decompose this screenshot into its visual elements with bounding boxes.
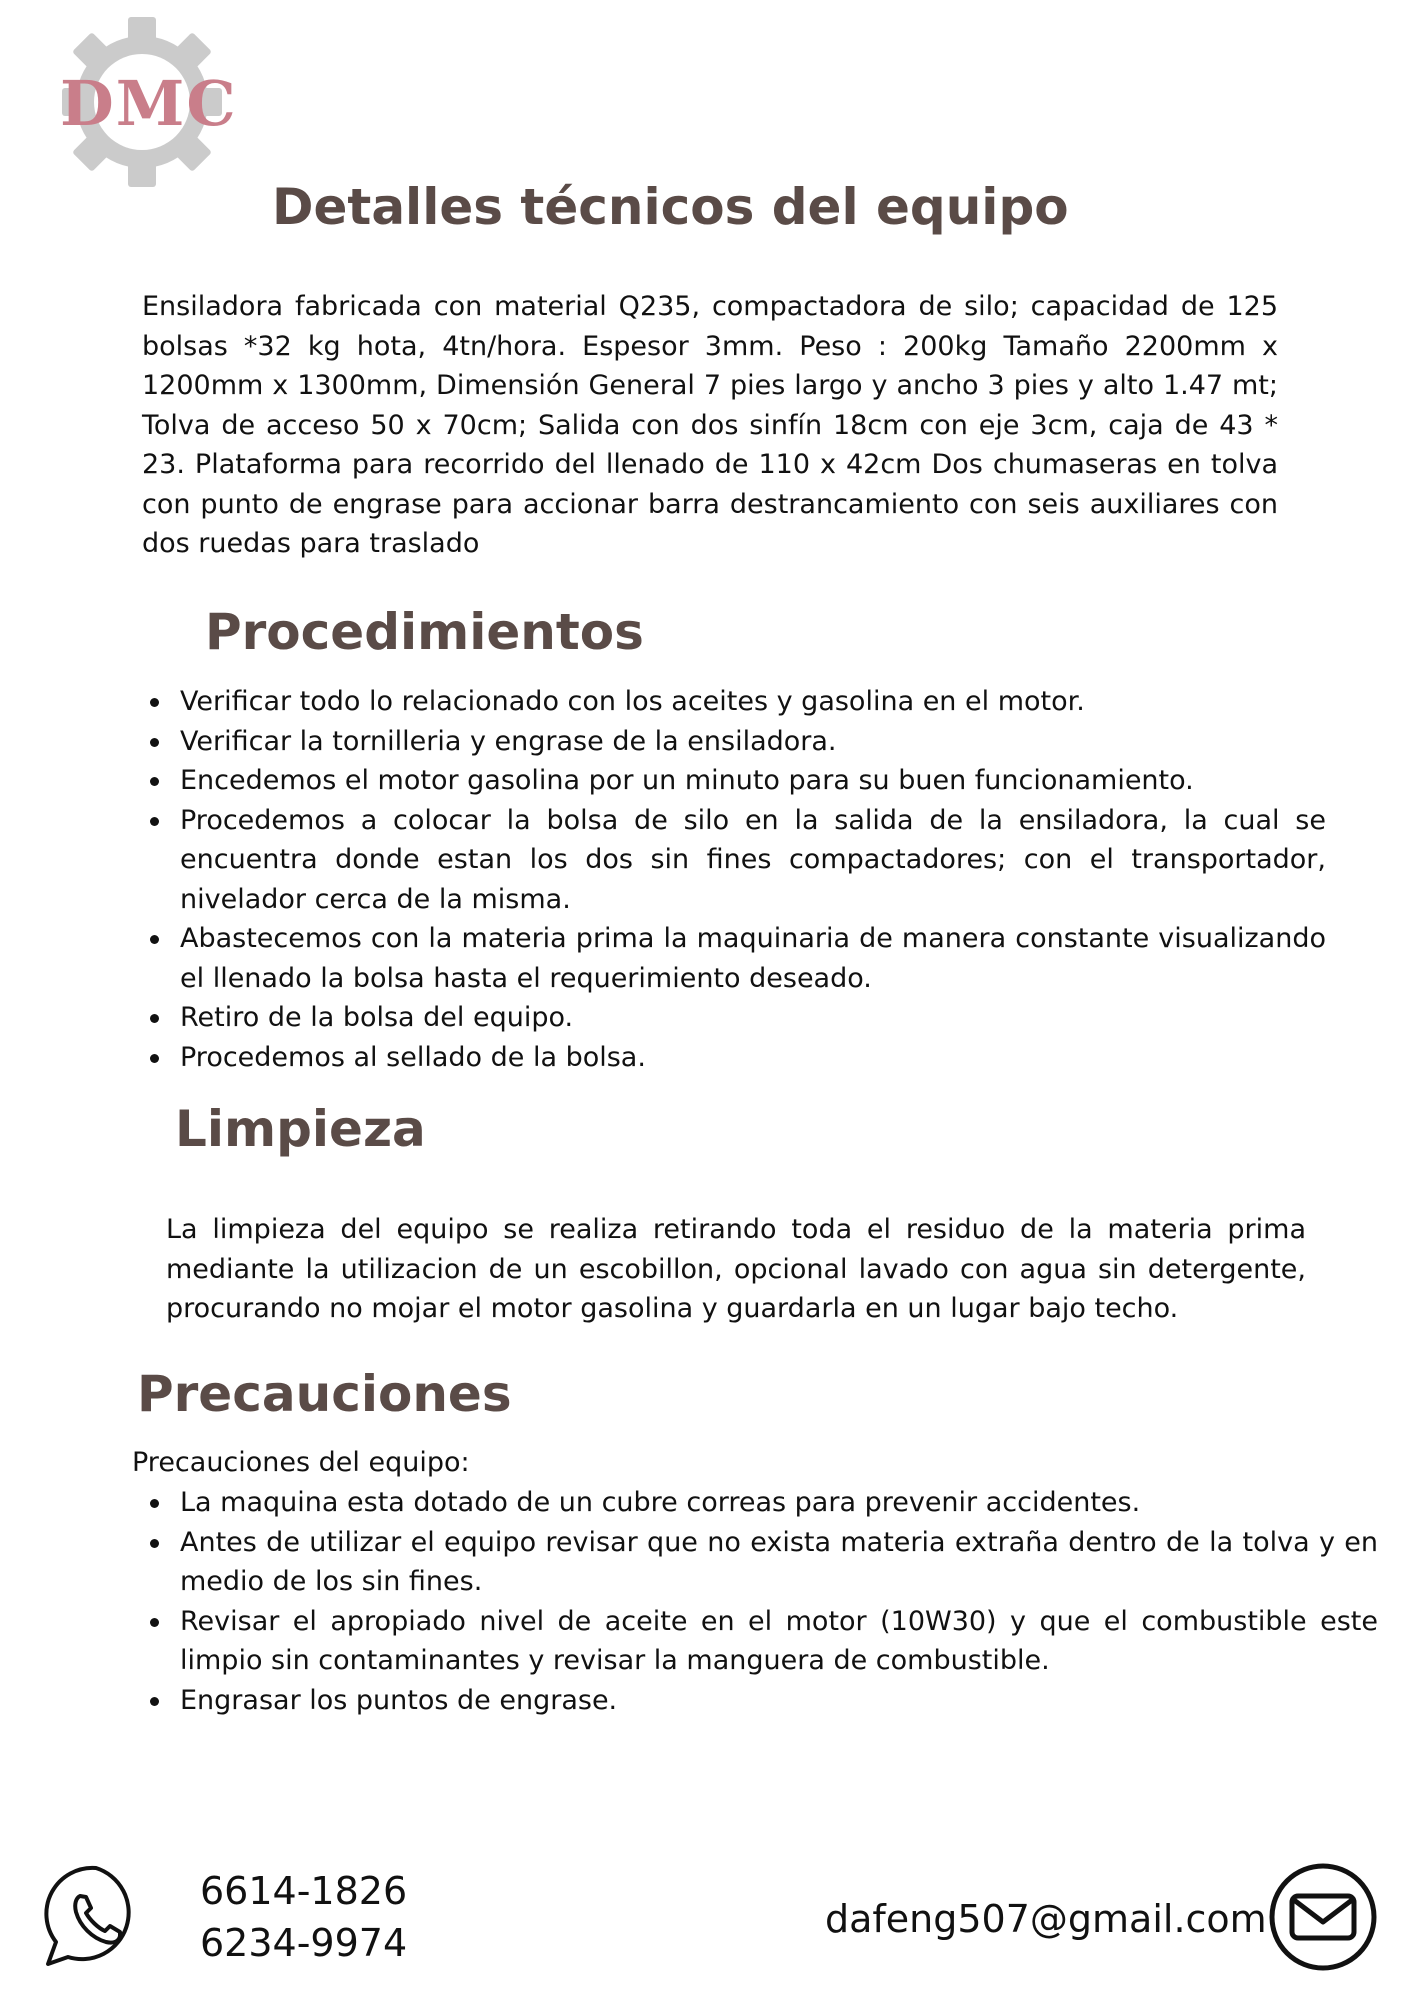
precauciones-list [142,1483,1378,1720]
phone-number[interactable]: 6614-1826 [200,1869,408,1913]
mail-icon [1268,1862,1378,1972]
equipment-description: Ensiladora fabricada con material Q235, compactadora de silo; capacidad de 125 bolsas *32 kg hota, 4tn/hora. Espesor 3mm. Peso : 200kg Tamaño 2200mm x 1200mm x 1300mm, Dimensión General 7 pies largo y ancho 3 pies y alto 1.47 mt; Tolva de acceso 50 x 70cm; Salida con dos sinfín 18cm con eje 3cm, caja de 43 * 23. Plataforma para recorrido del llenado de 110 x 42cm Dos chumaseras en tolva con punto de engrase para accionar barra destrancamiento con seis auxiliares con dos ruedas para traslado [142,291,1278,559]
precauciones-heading: Precauciones [137,1365,512,1423]
limpieza-heading: Limpieza [175,1100,426,1158]
list-item: Verificar todo lo relacionado con los aceites y gasolina en el motor. [142,682,1326,722]
logo-text: DMC [60,67,238,140]
list-item: Verificar la tornilleria y engrase de la ensiladora. [142,722,1326,762]
precauciones-intro: Precauciones del equipo: [132,1447,470,1478]
list-item: Retiro de la bolsa del equipo. [142,998,1326,1038]
list-item: Engrasar los puntos de engrase. [142,1681,1378,1721]
procedimientos-list [142,682,1326,1077]
list-item: Antes de utilizar el equipo revisar que no exista materia extraña dentro de la tolva y en medio de los sin fines. [142,1523,1378,1602]
list-item: Abastecemos con la materia prima la maquinaria de manera constante visualizando el llenado la bolsa hasta el requerimiento deseado. [142,919,1326,998]
list-item: Procedemos a colocar la bolsa de silo en la salida de la ensiladora, la cual se encuentra donde estan los dos sin fines compactadores; con el transportador, nivelador cerca de la misma. [142,801,1326,920]
phone-number[interactable]: 6234-9974 [200,1921,408,1965]
list-item: Encedemos el motor gasolina por un minuto para su buen funcionamiento. [142,761,1326,801]
list-item: La maquina esta dotado de un cubre correas para prevenir accidentes. [142,1483,1378,1523]
limpieza-text: La limpieza del equipo se realiza retirando toda el residuo de la materia prima mediante la utilizacion de un escobillon, opcional lavado con agua sin detergente, procurando no mojar el motor gasolina y guardarla en un lugar bajo techo. [166,1214,1306,1324]
email-link[interactable]: dafeng507@gmail.com [825,1897,1267,1941]
list-item: Procedemos al sellado de la bolsa. [142,1038,1326,1078]
whatsapp-icon [42,1862,150,1970]
page-title: Detalles técnicos del equipo [272,178,1069,236]
logo [60,15,238,190]
procedimientos-heading: Procedimientos [205,603,644,661]
list-item: Revisar el apropiado nivel de aceite en el motor (10W30) y que el combustible este limpio sin contaminantes y revisar la manguera de combustible. [142,1602,1378,1681]
